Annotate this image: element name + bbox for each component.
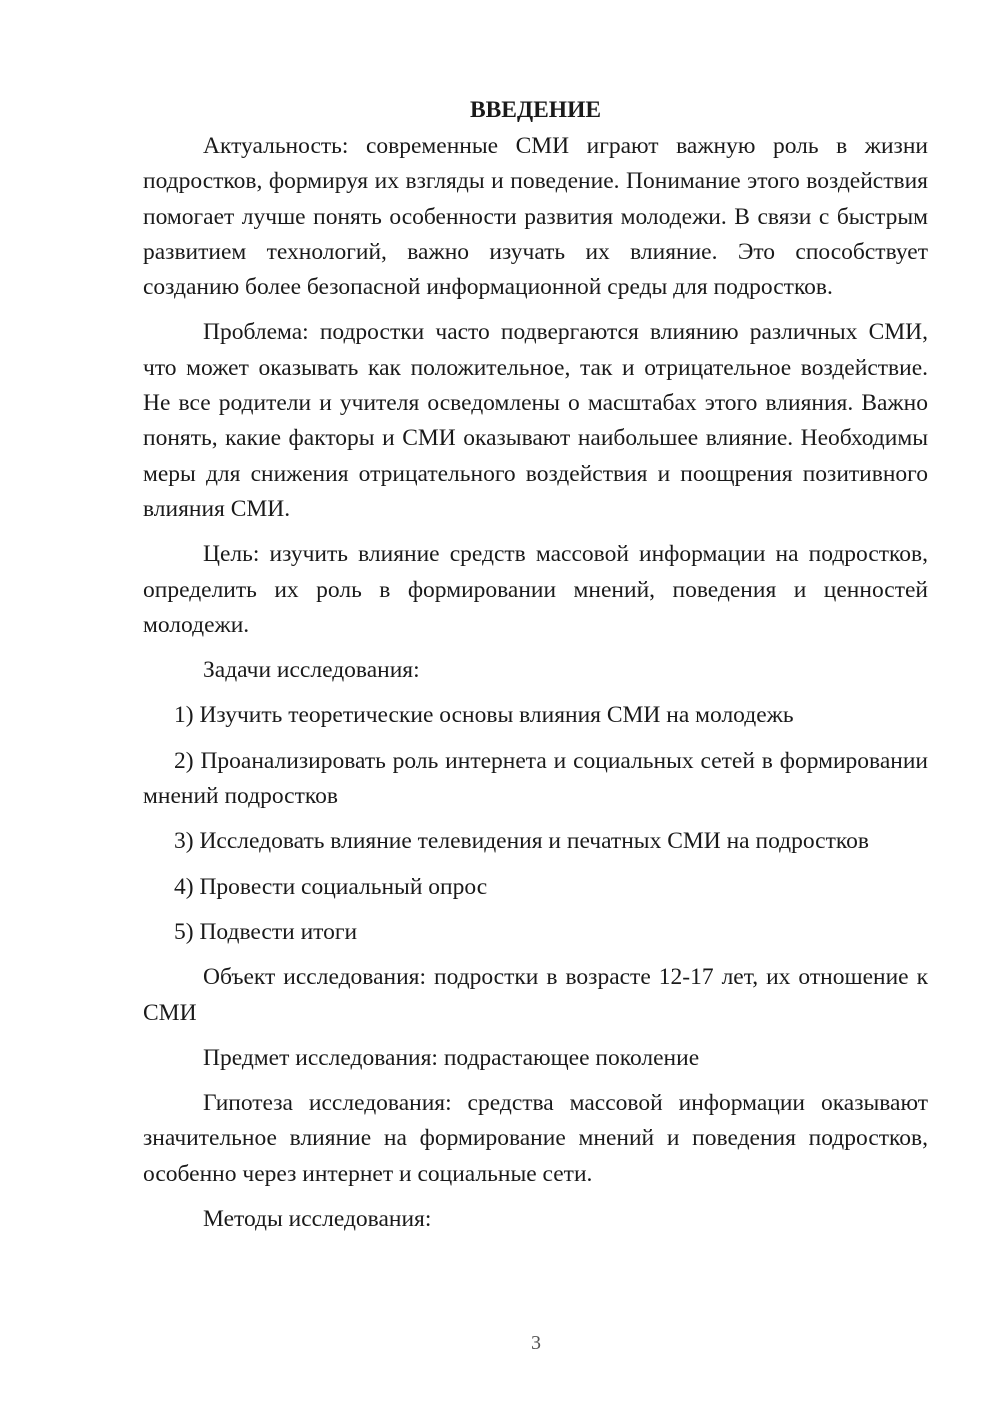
document-body	[143, 92, 928, 1247]
methods-title: Методы исследования:	[203, 1206, 432, 1233]
tasks-title: Задачи исследования:	[203, 657, 420, 684]
paragraph-goal: Цель: изучить влияние средств массовой информации на подростков, определить их роль в формировании мнений, поведения и ценностей молодежи.	[143, 541, 928, 638]
paragraph-relevance: Актуальность: современные СМИ играют важную роль в жизни подростков, формируя их взгляды и поведение. Понимание этого воздействия помогает лучше понять особенности развития молодежи. В связи с быстрым развитием технологий, важно изучать их влияние. Это способствует созданию более безопасной информационной среды для подростков.	[143, 133, 928, 301]
list-item: 5) Подвести итоги	[174, 918, 358, 945]
section-heading: ВВЕДЕНИЕ	[469, 97, 602, 123]
paragraph-object: Объект исследования: подростки в возрасте 12-17 лет, их отношение к СМИ	[143, 964, 928, 1026]
page-number: 3	[531, 1332, 541, 1354]
tasks-list	[143, 698, 928, 950]
paragraph-hypothesis: Гипотеза исследования: средства массовой информации оказывают значительное влияние на формирование мнений и поведения подростков, особенно через интернет и социальные сети.	[143, 1090, 928, 1187]
paragraph-problem: Проблема: подростки часто подвергаются влиянию различных СМИ, что может оказывать как положительное, так и отрицательное воздействие. Не все родители и учителя осведомлены о масштабах этого влияния. Важно понять, какие факторы и СМИ оказывают наибольшее влияние. Необходимы меры для снижения отрицательного воздействия и поощрения позитивного влияния СМИ.	[143, 319, 928, 522]
list-item: 1) Изучить теоретические основы влияния СМИ на молодежь	[174, 702, 794, 729]
list-item: 2) Проанализировать роль интернета и социальных сетей в формировании мнений подростков	[143, 747, 928, 810]
paragraph-subject: Предмет исследования: подрастающее поколение	[203, 1044, 700, 1071]
list-item: 4) Провести социальный опрос	[174, 873, 488, 900]
list-item: 3) Исследовать влияние телевидения и печатных СМИ на подростков	[174, 828, 869, 855]
